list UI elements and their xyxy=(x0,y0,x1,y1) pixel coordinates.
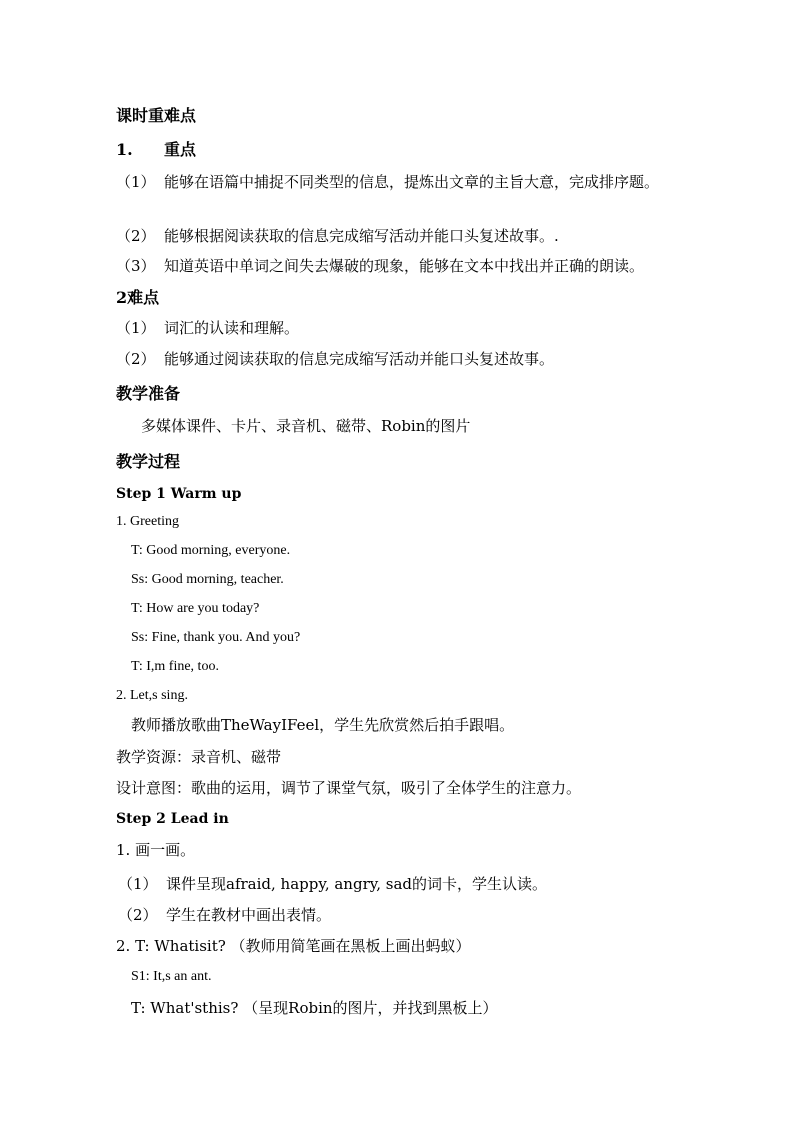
focus-item-1 xyxy=(116,172,676,192)
question-2: T: What'sthis? （呈现Robin的图片，并找到黑板上） xyxy=(131,999,498,1017)
item-number: （2） xyxy=(116,227,156,245)
greeting-item: 1. Greeting xyxy=(116,514,179,529)
item-text: 能够根据阅读获取的信息完成缩写活动并能口头复述故事。. xyxy=(164,227,559,245)
dialog-line-3: T: How are you today? xyxy=(131,601,260,616)
question-1: 2. T: Whatisit? （教师用简笔画在黑板上画出蚂蚁） xyxy=(116,937,471,955)
focus-number: 1. xyxy=(116,140,133,159)
item-text: 知道英语中单词之间失去爆破的现象，能够在文本中找出并正确的朗读。 xyxy=(164,257,645,275)
heading-key-points: 课时重难点 xyxy=(116,106,197,125)
draw-subitem-1 xyxy=(118,874,547,894)
teaching-resource: 教学资源：录音机、磁带 xyxy=(116,748,282,766)
item-number: （1） xyxy=(116,319,156,337)
focus-item-3 xyxy=(116,256,644,276)
step1-heading: Step 1 Warm up xyxy=(116,486,242,502)
draw-item: 1. 画一画。 xyxy=(116,841,196,859)
item-number: （1） xyxy=(118,875,158,893)
item-text: 能够在语篇中捕捉不同类型的信息，提炼出文章的主旨大意，完成排序题。 xyxy=(164,173,660,191)
item-number: （2） xyxy=(118,906,158,924)
dialog-line-1: T: Good morning, everyone. xyxy=(131,543,291,558)
item-text: 能够通过阅读获取的信息完成缩写活动并能口头复述故事。 xyxy=(164,350,555,368)
sing-item: 2. Let,s sing. xyxy=(116,688,188,703)
step2-heading: Step 2 Lead in xyxy=(116,811,229,827)
item-number: （2） xyxy=(116,350,156,368)
difficulty-item-1 xyxy=(116,318,299,338)
prep-text: 多媒体课件、卡片、录音机、磁带、Robin的图片 xyxy=(141,417,471,435)
sing-description: 教师播放歌曲TheWayIFeel，学生先欣赏然后拍手跟唱。 xyxy=(131,716,515,734)
focus-label: 重点 xyxy=(164,140,197,159)
answer-1: S1: It,s an ant. xyxy=(131,969,212,984)
item-text: 课件呈现afraid, happy, angry, sad的词卡，学生认读。 xyxy=(166,875,548,893)
heading-process: 教学过程 xyxy=(116,452,181,471)
focus-heading xyxy=(116,140,196,160)
item-text: 学生在教材中画出表情。 xyxy=(166,906,332,924)
dialog-line-4: Ss: Fine, thank you. And you? xyxy=(131,630,301,645)
item-number: （1） xyxy=(116,173,156,191)
dialog-line-2: Ss: Good morning, teacher. xyxy=(131,572,284,587)
item-text: 词汇的认读和理解。 xyxy=(164,319,300,337)
design-intent: 设计意图：歌曲的运用，调节了课堂气氛，吸引了全体学生的注意力。 xyxy=(116,779,582,797)
heading-prep: 教学准备 xyxy=(116,384,181,403)
dialog-line-5: T: I,m fine, too. xyxy=(131,659,219,674)
difficulty-heading: 2难点 xyxy=(116,288,160,307)
draw-subitem-2 xyxy=(118,905,331,925)
focus-item-2 xyxy=(116,226,559,246)
item-number: （3） xyxy=(116,257,156,275)
difficulty-item-2 xyxy=(116,349,554,369)
